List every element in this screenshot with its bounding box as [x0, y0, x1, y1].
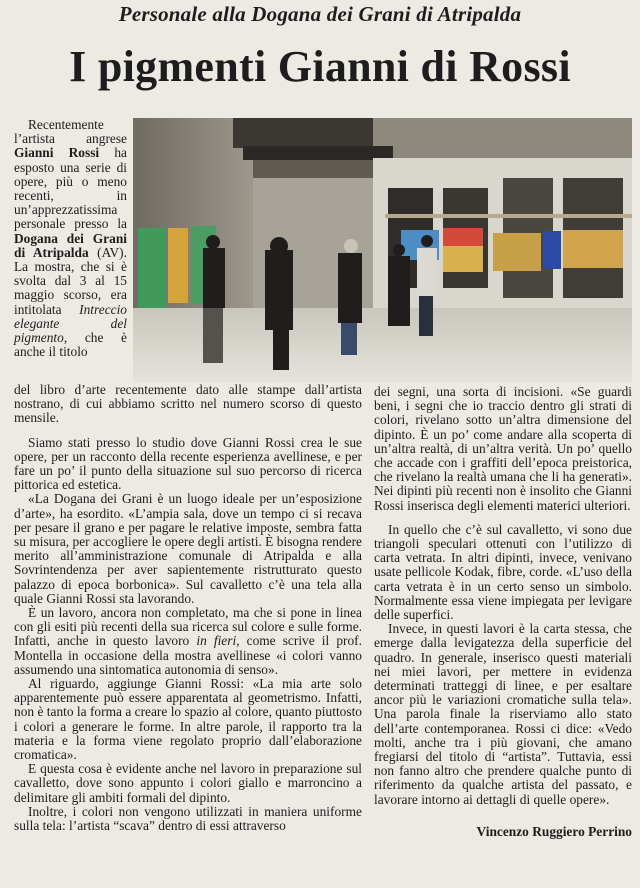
article-kicker: Personale alla Dogana dei Grani di Atripalda	[118, 2, 522, 26]
left-paragraph: Siamo stati presso lo studio dove Gianni Rossi crea le sue opere, per un racconto della recente esperienza avellinese, e per fare un po’ il punto della situazione sul suo percorso di ricerca pittorica ed estetica.	[14, 434, 362, 493]
left-paragraph: «La Dogana dei Grani è un luogo ideale per un’esposizione d’arte», ha esordito. «L’ampia sala, dove un tempo ci si recava per pesare il grano e per pagare le relative imposte, sembra fatta su misura, per accogliere le opere degli artisti. È bisogna rendere merito all’amministrazione comunale di Atripalda e alla Sovrintendenza per aver sapientemente ristrutturato questo palazzo di epoca borbonica». Sul cavalletto c’è una tela alla quale Gianni Rossi sta lavorando.	[14, 491, 362, 606]
intro-text-4: , che è anche il titolo	[14, 330, 127, 360]
intro-paragraph	[14, 118, 127, 359]
artist-name: Gianni Rossi	[14, 145, 100, 161]
right-paragraph: Invece, in questi lavori è la carta stessa, che emerge dalla levigatezza della superficie del quadro. In generale, inserisco questi materiali nei miei lavori, per mettere in evidenza determinati tratteggi di linee, e per esaltare ancor più le variazioni cromatiche sulla tela». Una parola finale la riserviamo allo stato dell’arte contemporanea. Rossi ci dice: «Vedo molti, anche tra i più giovani, che amano fregiarsi del titolo di “artista”. Tuttavia, essi non fanno altro che prendere qualche punto di riferimento da qualche artista del passato, e lavorare intorno ai dettagli di quelle opere».	[374, 621, 632, 807]
exhibition-title: Intreccio elegante del pigmento	[14, 301, 127, 346]
left-paragraph: Al riguardo, aggiunge Gianni Rossi: «La mia arte solo apparentemente può essere apparentata al geometrismo. Infatti, non è tanto la forma a creare lo spazio al colore, quanto piuttosto i colori a generare le forme. In altre parole, il rapporto tra la materia e la forma viene regolato proprio dall’elaborazione cromatica».	[14, 676, 362, 763]
left-paragraph: Inoltre, i colori non vengono utilizzati in maniera uniforme sulla tela: l’artista “scava” dentro di essi attraverso	[14, 803, 362, 834]
italic-phrase: in fieri	[196, 633, 237, 649]
intro-column	[14, 118, 127, 359]
intro-text-2: ha esposto una serie di opere, più o meno recenti, in un’apprezzatissima personale presso la	[14, 145, 127, 232]
article-headline: I pigmenti Gianni di Rossi	[69, 42, 571, 91]
exhibition-photo	[133, 118, 632, 382]
intro-text-3: (AV). La mostra, che si è svolta dal 3 al 15 maggio scorso, era intitolata	[14, 244, 127, 317]
right-paragraph: In quello che c’è sul cavalletto, vi sono due triangoli speculari ottenuti con l’utilizzo di carta vetrata. In altri dipinti, invece, venivano usate pellicole Kodak, fibre, corde. «L’uso della carta vetrata è in un certo senso un simbolo. Normalmente essa viene impiegata per levigare delle superfici.	[374, 521, 632, 623]
author-byline: Vincenzo Ruggiero Perrino	[476, 824, 632, 839]
intro-text-1: Recentemente l’artista angrese	[14, 117, 127, 147]
right-paragraph: dei segni, una sorta di incisioni. «Se guardi beni, i segni che io traccio dentro gli strati di colori, rivelano sotto un’altra dimensione del dipinto. È un po’ come andare alla scoperta di un’altra realtà, di un’altra verità. Un po’ quello che accade con i graffiti dell’epoca preistorica, che rivelano la realtà umana che li ha generati». Nei dipinti più recenti non è insolito che Gianni Rossi inserisca degli elementi materici ulteriori.	[374, 384, 632, 513]
left-paragraph: E questa cosa è evidente anche nel lavoro in preparazione sul cavalletto, dove sono appunto i colori giallo e marroncino a delimitare gli ambiti formali del dipinto.	[14, 761, 362, 805]
left-column	[14, 383, 362, 833]
left-text: È un lavoro, ancora non completato, ma che si pone in linea con gli esiti più recenti della sua ricerca sul colore e sulle forme. Infatti, anche in questo lavoro	[14, 605, 362, 649]
left-continuation: del libro d’arte recentemente dato alle stampe dall’artista nostrano, di cui abbiamo scritto nel numero scorso di questo mensile.	[14, 382, 362, 426]
left-paragraph	[14, 606, 362, 677]
right-column	[374, 385, 632, 807]
venue-name: Dogana dei Grani di Atripalda	[14, 230, 127, 260]
exhibition-hall-image	[133, 118, 632, 382]
left-text: , come scrive il prof. Montella in occasione della mostra avellinese «i colori vanno assumendo una sintomatica autonomia di senso».	[14, 633, 362, 677]
